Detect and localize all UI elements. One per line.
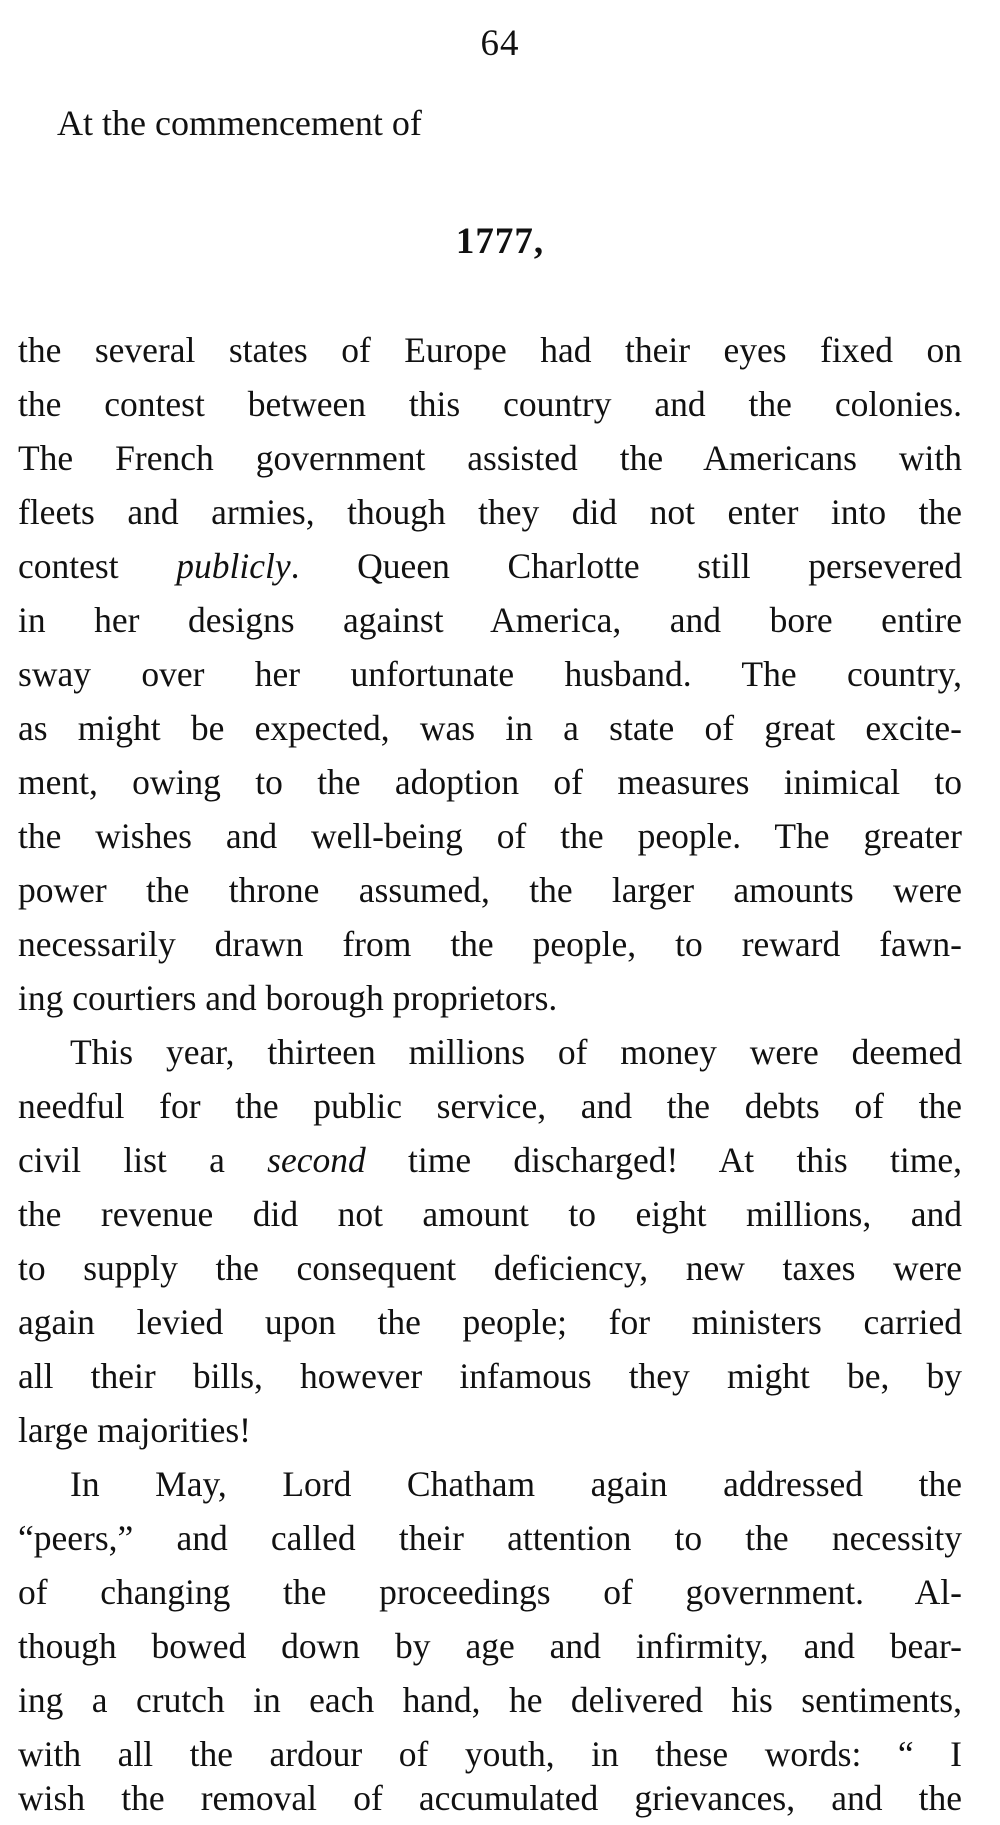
text-line: as might be expected, was in a state of great excite- (18, 708, 962, 748)
text-line: sway over her unfortunate husband. The country, (18, 654, 962, 694)
text-line: ing a crutch in each hand, he delivered his sentiments, (18, 1680, 962, 1720)
text-line: necessarily drawn from the people, to reward fawn- (18, 924, 962, 964)
text-line: fleets and armies, though they did not enter into the (18, 492, 962, 532)
paragraph-start-line: This year, thirteen millions of money were deemed (70, 1032, 962, 1072)
text-line: ing courtiers and borough proprietors. (18, 978, 558, 1018)
text-line: in her designs against America, and bore entire (18, 600, 962, 640)
text-line: needful for the public service, and the debts of the (18, 1086, 962, 1126)
text-line: though bowed down by age and infirmity, and bear- (18, 1626, 962, 1666)
text-line-with-italic: civil list a second time discharged! At this time, (18, 1140, 962, 1180)
page-number: 64 (480, 23, 520, 64)
text-line: the wishes and well-being of the people. The greater (18, 816, 962, 856)
text-line: The French government assisted the Americans with (18, 438, 962, 478)
paragraph-start-line: In May, Lord Chatham again addressed the (70, 1464, 962, 1504)
italic-word: second (267, 1140, 366, 1180)
text-line: power the throne assumed, the larger amounts were (18, 870, 962, 910)
text-line: the revenue did not amount to eight millions, and (18, 1194, 962, 1234)
text-line: all their bills, however infamous they might be, by (18, 1356, 962, 1396)
text-line: the contest between this country and the colonies. (18, 384, 962, 424)
text-line: to supply the consequent deficiency, new taxes were (18, 1248, 962, 1288)
intro-line: At the commencement of (57, 103, 422, 143)
text-line: again levied upon the people; for ministers carried (18, 1302, 962, 1342)
text-line: large majorities! (18, 1410, 251, 1450)
text-line: ment, owing to the adoption of measures inimical to (18, 762, 962, 802)
text-line: the several states of Europe had their eyes fixed on (18, 330, 962, 370)
text-line: of changing the proceedings of government. Al- (18, 1572, 962, 1612)
italic-word: publicly (176, 546, 291, 586)
year-heading: 1777, (455, 221, 545, 262)
text-line: “peers,” and called their attention to the necessity (18, 1518, 962, 1558)
text-line: wish the removal of accumulated grievances, and the (18, 1778, 962, 1818)
text-line: with all the ardour of youth, in these words: “ I (18, 1734, 962, 1774)
text-line-with-italic: contest publicly. Queen Charlotte still persevered (18, 546, 962, 586)
